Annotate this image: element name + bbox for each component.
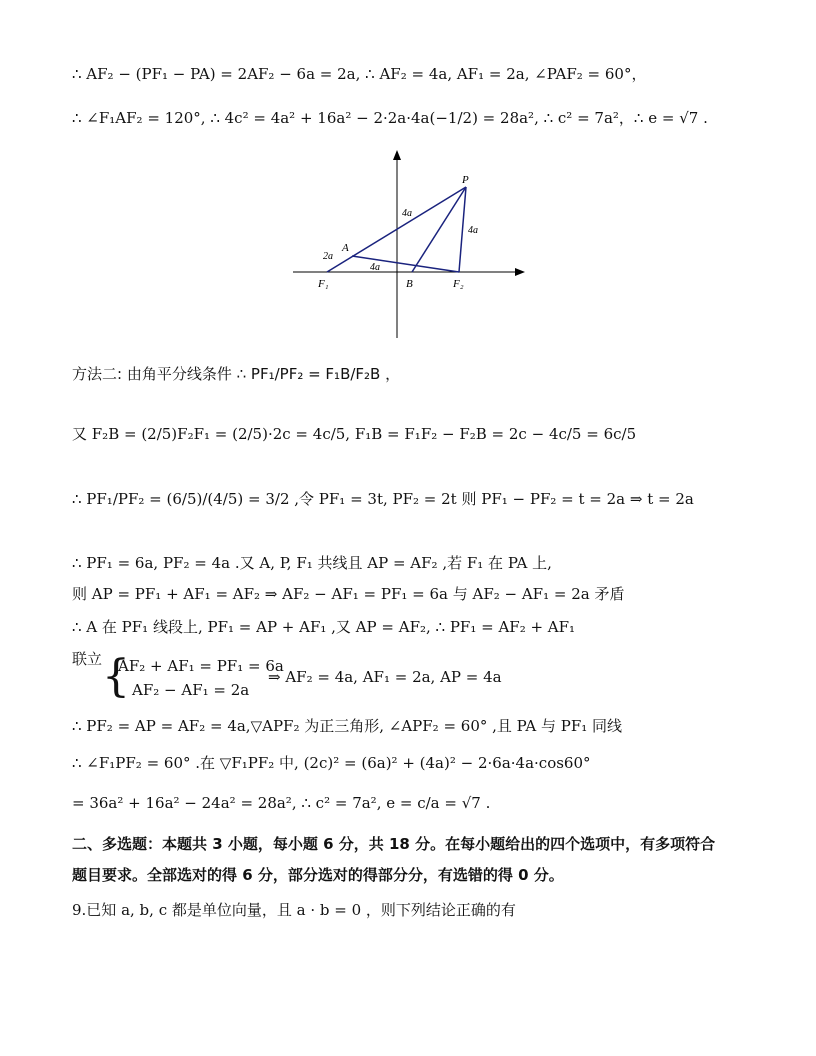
label-b: B [406, 278, 413, 290]
line-9-label: 联立 [72, 650, 103, 668]
line-12: = 36a² + 16a² − 24a² = 28a², ∴ c² = 7a², e = c/a = √7 . [72, 794, 491, 812]
system-eq-2: AF₂ − AF₁ = 2a [132, 681, 250, 699]
line-11: ∴ ∠F₁PF₂ = 60° .在 ▽F₁PF₂ 中, (2c)² = (6a)² + (4a)² − 2·6a·4a·cos60° [72, 754, 591, 772]
label-a: A [342, 242, 349, 254]
section-heading-1: 二、多选题：本题共 3 小题，每小题 6 分，共 18 分。在每小题给出的四个选项中，有多项符合 [72, 835, 716, 853]
line-4: 又 F₂B = (2/5)F₂F₁ = (2/5)·2c = 4c/5, F₁B = F₁F₂ − F₂B = 2c − 4c/5 = 6c/5 [72, 425, 637, 443]
label-seg-af1: 2a [323, 251, 333, 262]
label-seg-pf2: 4a [468, 225, 478, 236]
line-10: ∴ PF₂ = AP = AF₂ = 4a,▽APF₂ 为正三角形, ∠APF₂ = 60° ,且 PA 与 PF₁ 同线 [72, 717, 623, 735]
label-seg-ap: 4a [402, 208, 412, 219]
geometry-figure [285, 145, 545, 345]
question-9: 9.已知 a, b, c 都是单位向量，且 a · b = 0 ，则下列结论正确的有 [72, 901, 516, 919]
system-result: ⇒ AF₂ = 4a, AF₁ = 2a, AP = 4a [268, 668, 502, 686]
y-axis-arrow [393, 150, 401, 160]
line-6: ∴ PF₁ = 6a, PF₂ = 4a .又 A, P, F₁ 共线且 AP = AF₂ ,若 F₁ 在 PA 上, [72, 554, 552, 572]
line-5: ∴ PF₁/PF₂ = (6/5)/(4/5) = 3/2 ,令 PF₁ = 3t, PF₂ = 2t 则 PF₁ − PF₂ = t = 2a ⇒ t = 2a [72, 490, 694, 508]
line-8: ∴ A 在 PF₁ 线段上, PF₁ = AP + AF₁ ,又 AP = AF₂, ∴ PF₁ = AF₂ + AF₁ [72, 618, 576, 636]
line-3: 方法二: 由角平分线条件 ∴ PF₁/PF₂ = F₁B/F₂B ， [72, 365, 401, 383]
system-eq-1: AF₂ + AF₁ = PF₁ = 6a [118, 657, 284, 675]
segment-a-f2 [352, 256, 459, 272]
line-2: ∴ ∠F₁AF₂ = 120°, ∴ 4c² = 4a² + 16a² − 2·2a·4a(−1/2) = 28a², ∴ c² = 7a²，∴ e = √7 . [72, 109, 708, 127]
segment-b-p [412, 187, 466, 272]
segment-p-f2 [459, 187, 466, 272]
line-1: ∴ AF₂ − (PF₁ − PA) = 2AF₂ − 6a = 2a, ∴ AF₂ = 4a, AF₁ = 2a, ∠PAF₂ = 60°， [72, 65, 647, 83]
label-f2: F₂ [453, 278, 464, 290]
x-axis-arrow [515, 268, 525, 276]
label-seg-af2: 4a [370, 262, 380, 273]
label-f1: F₁ [318, 278, 329, 290]
system-brace: { [102, 651, 130, 702]
line-7: 则 AP = PF₁ + AF₁ = AF₂ ⇒ AF₂ − AF₁ = PF₁ = 6a 与 AF₂ − AF₁ = 2a 矛盾 [72, 585, 625, 603]
label-p: P [462, 174, 469, 186]
section-heading-2: 题目要求。全部选对的得 6 分，部分选对的得部分分，有选错的得 0 分。 [72, 866, 564, 884]
